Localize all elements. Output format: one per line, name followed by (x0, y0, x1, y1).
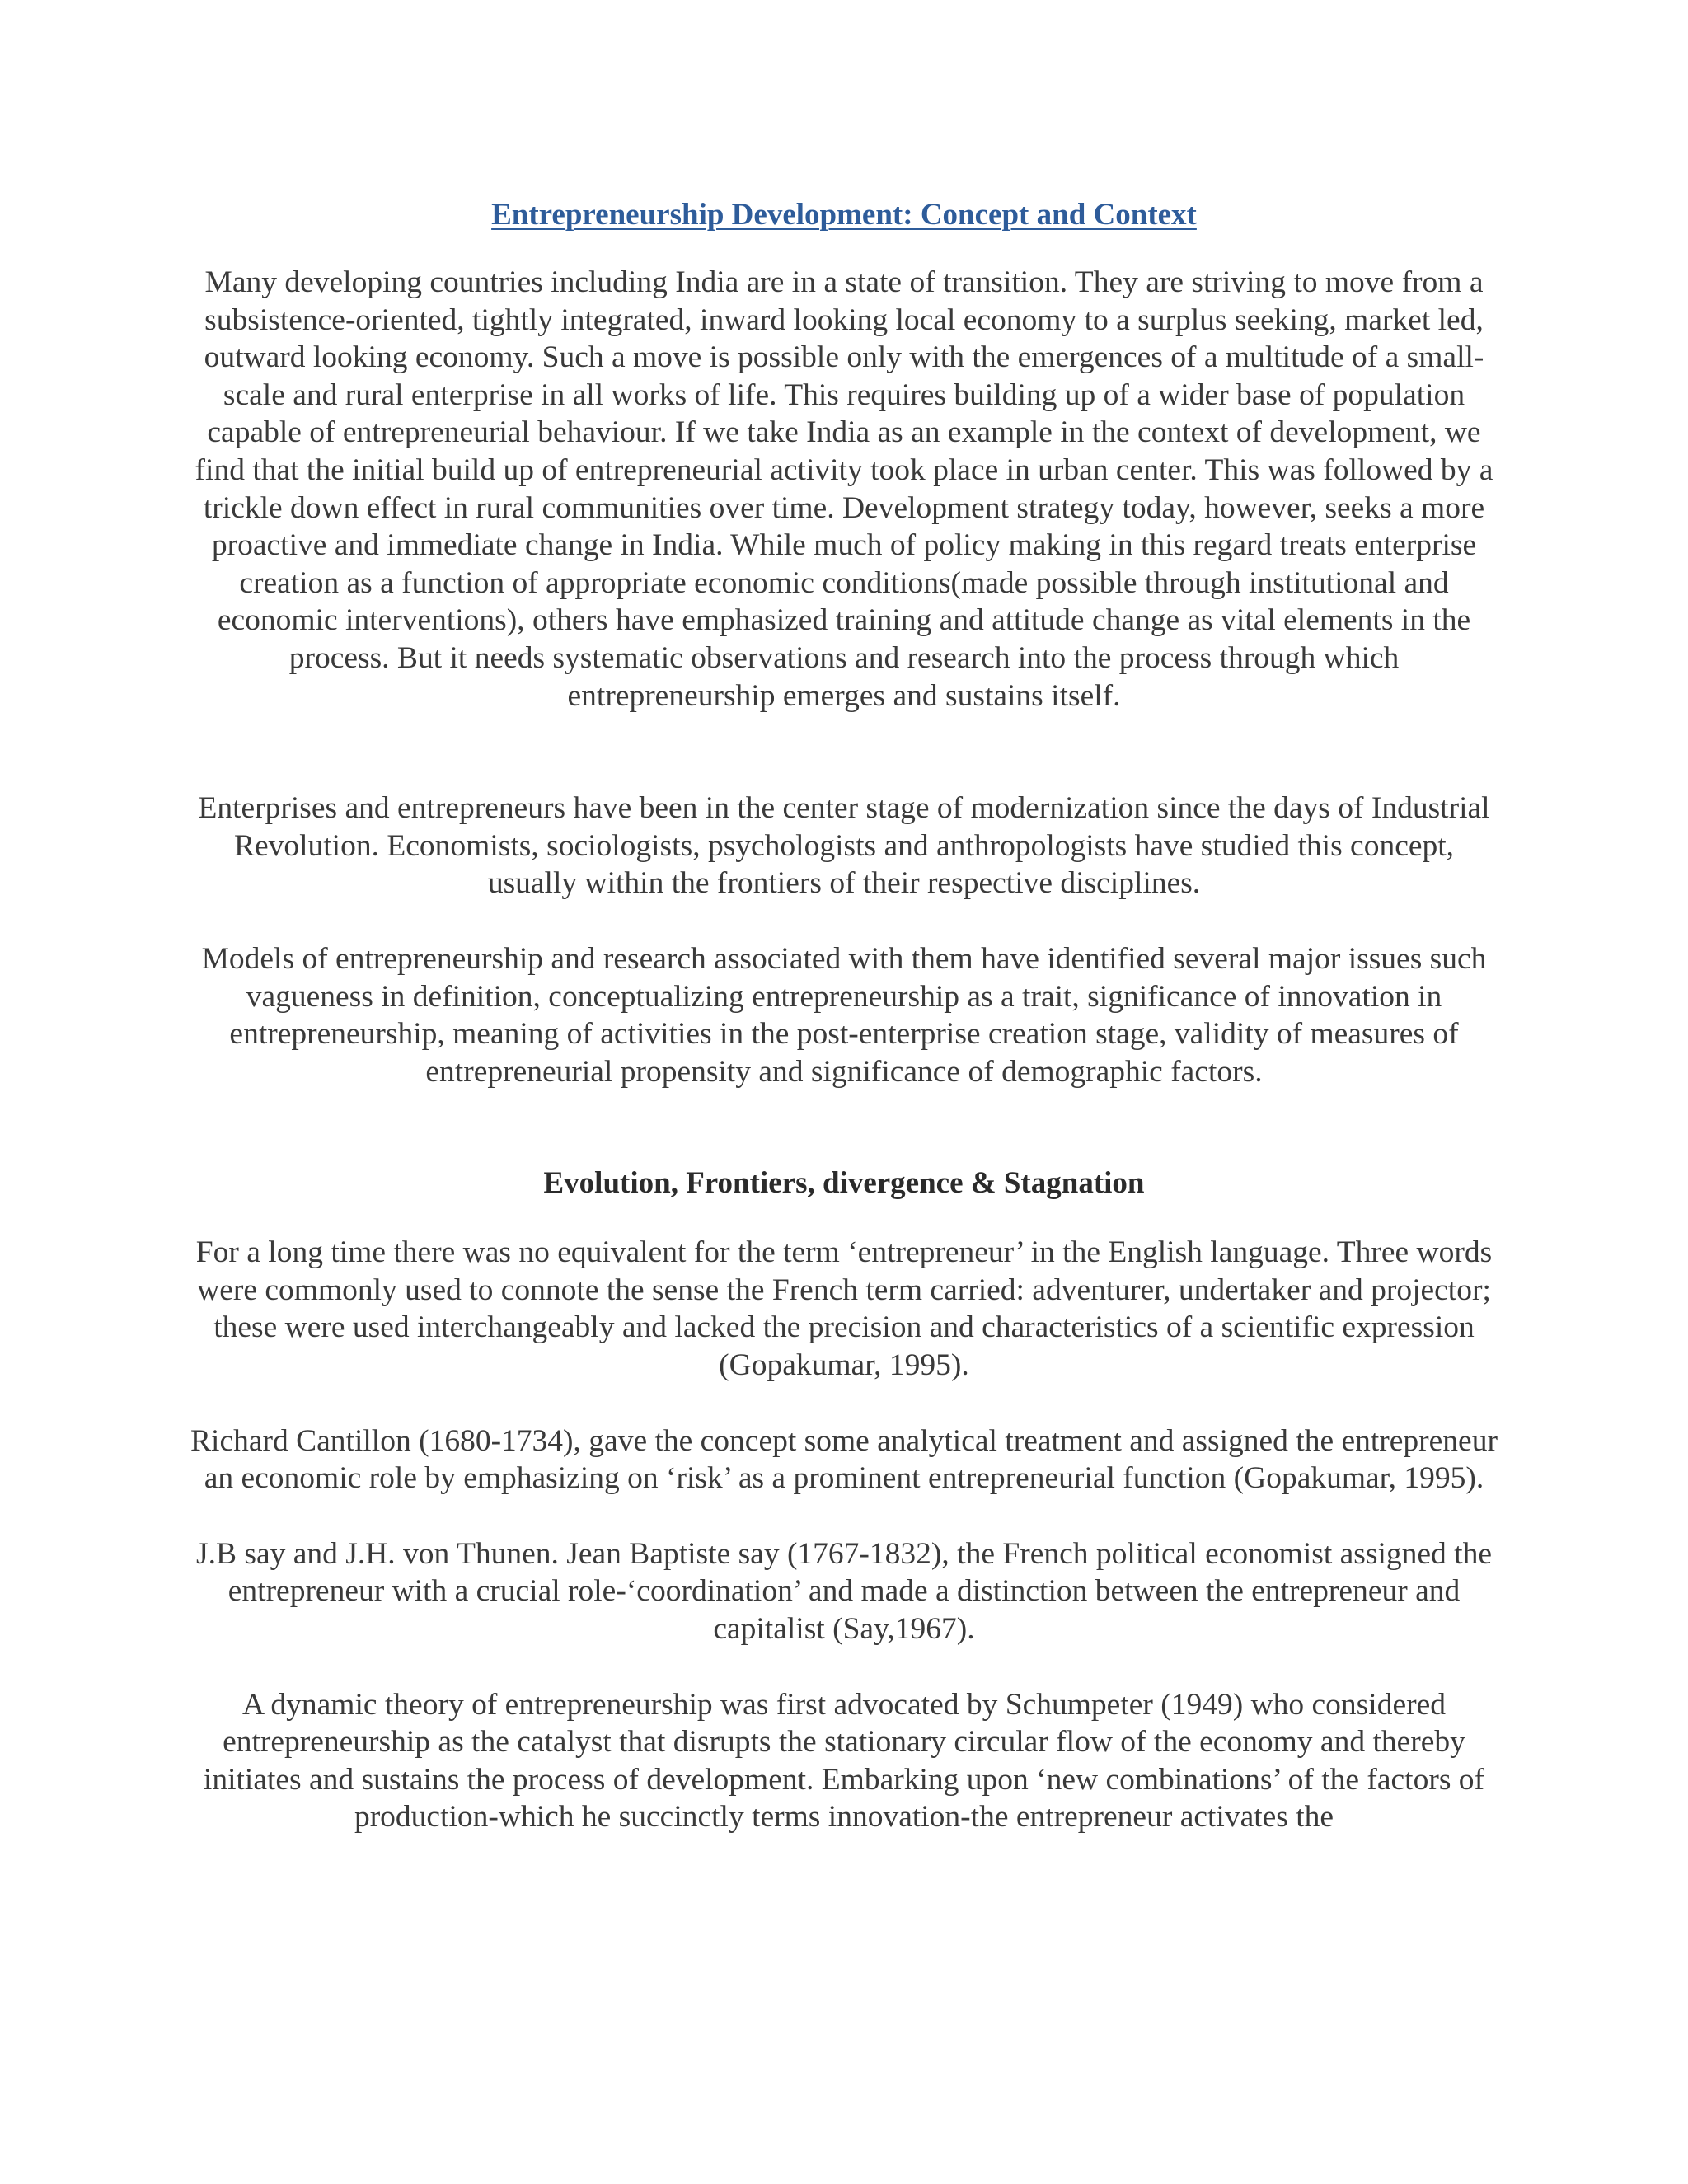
document-page (190, 191, 1498, 1836)
paragraph-equivalent-term: For a long time there was no equivalent for the term ‘entrepreneur’ in the English language. Three words were commonly used to connote the sense the French term carried: adventurer, undertaker and projector; these were used interchangeably and lacked the precision and characteristics of a scientific expression (Gopakumar, 1995). (195, 1235, 1493, 1383)
paragraph-cantillon: Richard Cantillon (1680-1734), gave the concept some analytical treatment and assigned the entrepreneur an economic role by emphasizing on ‘risk’ as a prominent entrepreneurial function (Gopakumar, 1995). (190, 1423, 1498, 1496)
section-heading-evolution: Evolution, Frontiers, divergence & Stagnation (543, 1166, 1145, 1201)
paragraph-say: J.B say and J.H. von Thunen. Jean Baptiste say (1767-1832), the French political economist assigned the entrepreneur with a crucial role-‘coordination’ and made a distinction between the entrepreneur and capitalist (Say,1967). (196, 1536, 1492, 1647)
paragraph-transition: Many developing countries including India are in a state of transition. They are striving to move from a subsistence-oriented, tightly integrated, inward looking local economy to a surplus seeking, market led, outward looking economy. Such a move is possible only with the emergences of a multitude of a small-scale and rural enterprise in all works of life. This requires building up of a wider base of population capable of entrepreneurial behaviour. If we take India as an example in the context of development, we find that the initial build up of entrepreneurial activity took place in urban center. This was followed by a trickle down effect in rural communities over time. Development strategy today, however, seeks a more proactive and immediate change in India. While much of policy making in this regard treats enterprise creation as a function of appropriate economic conditions(made possible through institutional and economic interventions), others have emphasized training and attitude change as vital elements in the process. But it needs systematic observations and research into the process through which entrepreneurship emerges and sustains itself. (195, 265, 1493, 713)
document-title: Entrepreneurship Development: Concept and Context (491, 198, 1197, 232)
paragraph-models: Models of entrepreneurship and research associated with them have identified several major issues such vagueness in definition, conceptualizing entrepreneurship as a trait, significance of innovation in entrepreneurship, meaning of activities in the post-enterprise creation stage, validity of measures of entrepreneurial propensity and significance of demographic factors. (201, 941, 1487, 1089)
paragraph-schumpeter: A dynamic theory of entrepreneurship was first advocated by Schumpeter (1949) who considered entrepreneurship as the catalyst that disrupts the stationary circular flow of the economy and thereby initiates and sustains the process of development. Embarking upon ‘new combinations’ of the factors of production-which he succinctly terms innovation-the entrepreneur activates the (203, 1687, 1485, 1835)
paragraph-enterprises: Enterprises and entrepreneurs have been in the center stage of modernization since the days of Industrial Revolution. Economists, sociologists, psychologists and anthropologists have studied this concept, usually within the frontiers of their respective disciplines. (198, 791, 1490, 901)
